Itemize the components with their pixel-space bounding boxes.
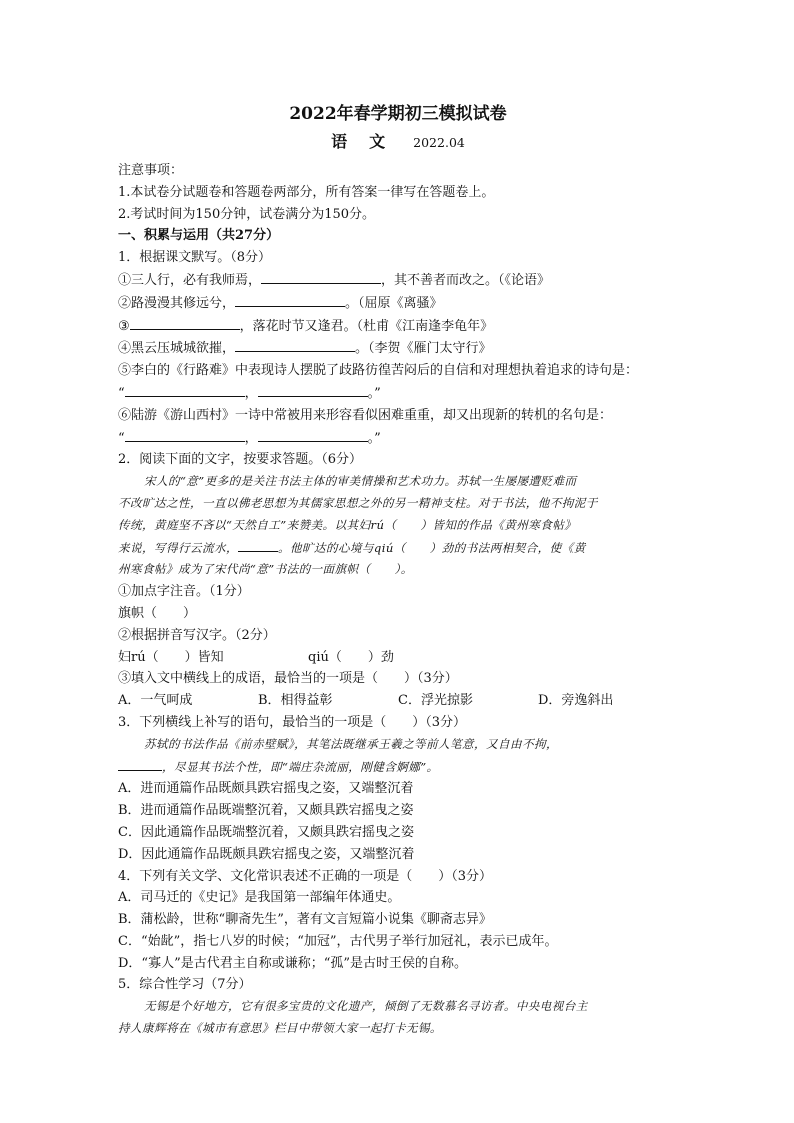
q2-sub-3: ③填入文中横线上的成语，最恰当的一项是（ ）（3分） — [118, 671, 458, 687]
q1-line-2 — [118, 292, 678, 315]
option-a[interactable]: A．进而通篇作品既颇具跌宕摇曳之姿，又端整沉着 — [118, 781, 414, 797]
q3-passage-line: 苏轼的书法作品《前赤壁赋》，其笔法既继承王羲之等前人笔意，又自由不拘， — [144, 736, 558, 751]
q1-line-3 — [118, 315, 678, 338]
q1-line-4-suffix: 。（李贺《雁门太守行》 — [355, 341, 492, 357]
q2-passage-line — [118, 537, 678, 560]
q2-passage-line: 传统，黄庭坚不吝以“天然自工”来赞美。以其妇rú（ ）皆知的作品《黄州寒食帖》 — [118, 517, 577, 532]
question-1-stem: 1．根据课文默写。（8分） — [118, 250, 272, 266]
q2-sub-2-items — [118, 647, 678, 669]
pinyin-item-ru: 妇rú（ ）皆知 — [118, 649, 224, 665]
question-4-stem: 4．下列有关文学、文化常识表述不正确的一项是（ ）（3分） — [118, 868, 493, 884]
q2-passage-fragment: 。他旷达的心境与qiú（ ）劲的书法两相契合，使《黄 — [277, 540, 586, 555]
q1-line-4-prefix: ④黑云压城城欲摧， — [118, 341, 236, 357]
q2-options — [118, 690, 678, 712]
exam-title: 2022年春学期初三模拟试卷 — [289, 104, 507, 124]
option-b[interactable]: B．进而通篇作品既端整沉着，又颇具跌宕摇曳之姿 — [118, 803, 414, 819]
question-5-stem: 5．综合性学习（7分） — [118, 977, 252, 993]
q1-line-5: ⑤李白的《行路难》中表现诗人摆脱了歧路彷徨苦闷后的自信和对理想执着追求的诗句是： — [118, 363, 639, 379]
answer-blank[interactable] — [238, 537, 278, 552]
answer-blank[interactable] — [118, 756, 162, 771]
option-b[interactable]: B．相得益彰 — [258, 693, 333, 709]
q1-line-1 — [118, 269, 678, 292]
q2-passage-line: 宋人的“意”更多的是关注书法主体的审美情操和艺术功力。苏轼一生屡屡遭贬难而 — [144, 474, 577, 489]
q2-passage-fragment: 来说，写得行云流水， — [118, 540, 238, 555]
answer-blank[interactable] — [235, 292, 345, 307]
question-3-stem: 3．下列横线上补写的语句，最恰当的一项是（ ）（3分） — [118, 714, 467, 730]
answer-blank[interactable] — [125, 427, 245, 442]
q1-line-4 — [118, 337, 678, 360]
exam-date: 2022.04 — [413, 135, 465, 150]
exam-page — [118, 96, 678, 1040]
q2-passage-line: 不改旷达之性，一直以佛老思想为其儒家思想之外的另一精神支柱。对于书法，他不拘泥于 — [118, 495, 598, 510]
notice-item-2: 2.考试时间为150分钟，试卷满分为150分。 — [118, 206, 376, 222]
q1-line-6-answer: “ ， 。” — [118, 427, 678, 450]
option-c[interactable]: C．“始龀”，指七八岁的时候；“加冠”，古代男子举行加冠礼，表示已成年。 — [118, 933, 558, 949]
q5-passage-line: 无锡是个好地方，它有很多宝贵的文化遗产，倾倒了无数慕名寻访者。中央电视台主 — [144, 999, 588, 1014]
q1-line-2-suffix: 。（屈原《离骚》 — [345, 295, 443, 311]
q2-sub-1-answer: 旗帜（ ） — [118, 605, 197, 621]
subject-line — [118, 128, 678, 158]
q5-passage-line: 持人康辉将在《城市有意思》栏目中带领大家一起打卡无锡。 — [118, 1021, 442, 1036]
q1-line-3-prefix: ③ — [118, 318, 130, 334]
q2-sub-2: ②根据拼音写汉字。（2分） — [118, 627, 276, 643]
answer-blank[interactable] — [235, 337, 355, 352]
answer-blank[interactable] — [261, 269, 381, 284]
q3-passage-line — [118, 756, 678, 779]
notice-heading: 注意事项： — [118, 163, 184, 178]
q1-line-2-prefix: ②路漫漫其修远兮， — [118, 295, 236, 311]
answer-blank[interactable] — [258, 382, 368, 397]
option-a[interactable]: A．一气呵成 — [118, 693, 193, 709]
question-2-stem: 2．阅读下面的文字，按要求答题。（6分） — [118, 452, 363, 468]
notice-item-1: 1.本试卷分试题卷和答题卷两部分，所有答案一律写在答题卷上。 — [118, 184, 495, 200]
q1-line-1-suffix: ，其不善者而改之。（《论语》 — [381, 272, 551, 288]
option-d[interactable]: D．旁逸斜出 — [538, 693, 614, 709]
q1-line-5-answer: “ ， 。” — [118, 382, 678, 405]
subject-name: 语文 — [331, 132, 408, 151]
option-d[interactable]: D．因此通篇作品既颇具跌宕摇曳之姿，又端整沉着 — [118, 846, 415, 862]
q3-passage-fragment: ，尽显其书法个性，即“端庄杂流丽，刚健含婀娜”。 — [162, 759, 439, 774]
option-d[interactable]: D．“寡人”是古代君主自称或谦称；“孤”是古时王侯的自称。 — [118, 955, 468, 971]
q1-line-1-prefix: ①三人行，必有我师焉， — [118, 272, 262, 288]
answer-blank[interactable] — [258, 427, 368, 442]
option-c[interactable]: C．因此通篇作品既端整沉着，又颇具跌宕摇曳之姿 — [118, 824, 414, 840]
answer-blank[interactable] — [130, 315, 240, 330]
answer-blank[interactable] — [125, 382, 245, 397]
option-c[interactable]: C．浮光掠影 — [398, 693, 473, 709]
q1-line-6: ⑥陆游《游山西村》一诗中常被用来形容看似困难重重，却又出现新的转机的名句是： — [118, 407, 613, 423]
q2-sub-1: ①加点字注音。（1分） — [118, 584, 250, 600]
q2-passage-line: 州寒食帖》成为了宋代尚“意”书法的一面旗帜（ ）。 — [118, 562, 413, 577]
option-b[interactable]: B．蒲松龄，世称“聊斋先生”，著有文言短篇小说集《聊斋志异》 — [118, 912, 492, 928]
q1-line-3-suffix: ，落花时节又逢君。（杜甫《江南逢李龟年》 — [239, 318, 494, 334]
pinyin-item-qiu: qiú（ ）劲 — [308, 649, 394, 665]
section-heading: 一、积累与运用（共27分） — [118, 228, 280, 244]
option-a[interactable]: A．司马迁的《史记》是我国第一部编年体通史。 — [118, 890, 401, 906]
